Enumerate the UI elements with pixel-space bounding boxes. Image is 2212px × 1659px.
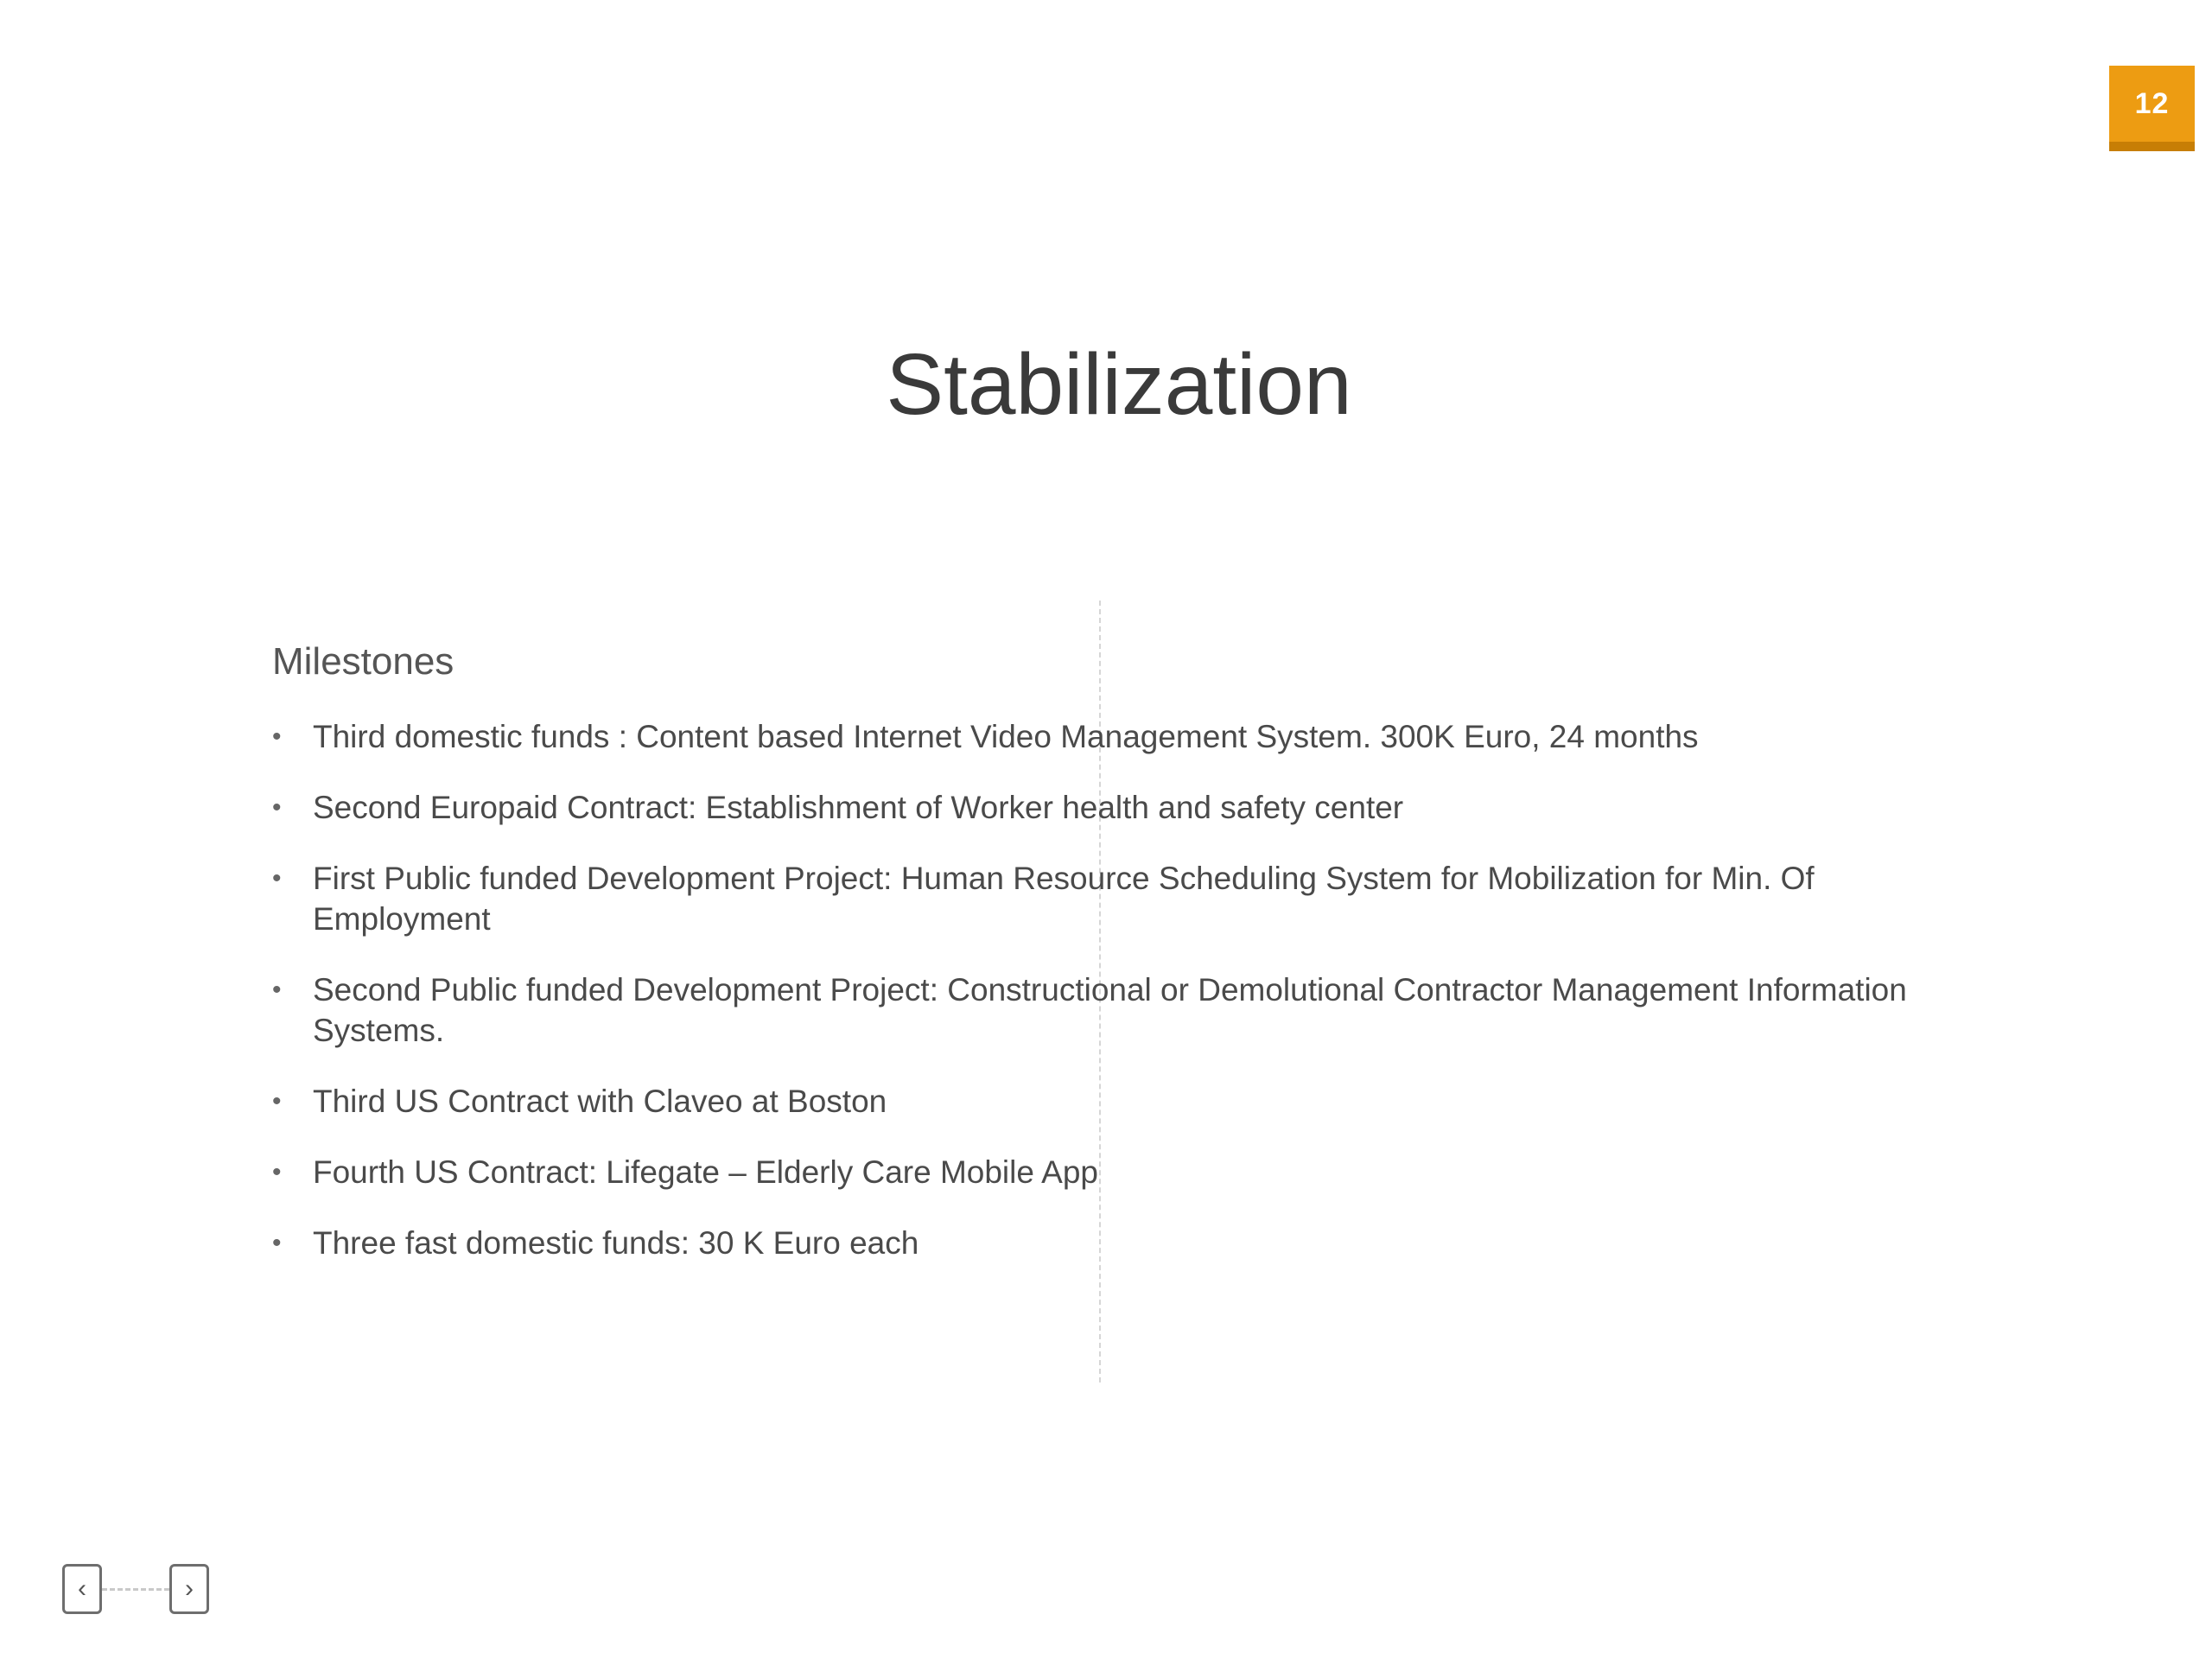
page-number: 12 xyxy=(2134,86,2170,120)
milestone-item xyxy=(272,1152,1931,1192)
milestone-text: Third US Contract with Claveo at Boston xyxy=(313,1083,887,1119)
bullet-icon: • xyxy=(272,975,282,1004)
next-slide-button[interactable] xyxy=(169,1564,209,1614)
milestone-text: Third domestic funds : Content based Internet Video Management System. 300K Euro, 24 months xyxy=(313,718,1699,754)
milestone-item xyxy=(272,1223,1931,1263)
slide-title: Stabilization xyxy=(886,336,1352,433)
bullet-icon: • xyxy=(272,721,282,751)
milestone-item xyxy=(272,716,1931,757)
slide-navigation xyxy=(62,1562,209,1616)
bullet-icon: • xyxy=(272,863,282,893)
bullet-icon: • xyxy=(272,1086,282,1116)
milestone-item xyxy=(272,858,1931,939)
slide-content xyxy=(272,639,1931,1294)
chevron-left-icon: ‹ xyxy=(78,1574,86,1603)
milestone-text: Three fast domestic funds: 30 K Euro each xyxy=(313,1224,919,1261)
bullet-icon: • xyxy=(272,792,282,822)
bullet-icon: • xyxy=(272,1157,282,1186)
milestone-text: First Public funded Development Project: Human Resource Scheduling System for Mobilization for Min. Of Employment xyxy=(313,860,1815,937)
milestone-text: Fourth US Contract: Lifegate – Elderly Care Mobile App xyxy=(313,1154,1099,1190)
chevron-right-icon: › xyxy=(185,1574,194,1603)
navigation-connector xyxy=(102,1588,169,1591)
milestone-text: Second Public funded Development Project: Constructional or Demolutional Contractor Management Information Systems. xyxy=(313,971,1907,1048)
bullet-icon: • xyxy=(272,1228,282,1257)
milestone-item xyxy=(272,969,1931,1051)
milestone-item xyxy=(272,1081,1931,1122)
previous-slide-button[interactable] xyxy=(62,1564,102,1614)
milestone-list xyxy=(272,716,1931,1263)
milestone-item xyxy=(272,787,1931,828)
page-number-badge xyxy=(2109,66,2195,151)
section-heading: Milestones xyxy=(272,640,454,683)
milestone-text: Second Europaid Contract: Establishment of Worker health and safety center xyxy=(313,789,1404,825)
